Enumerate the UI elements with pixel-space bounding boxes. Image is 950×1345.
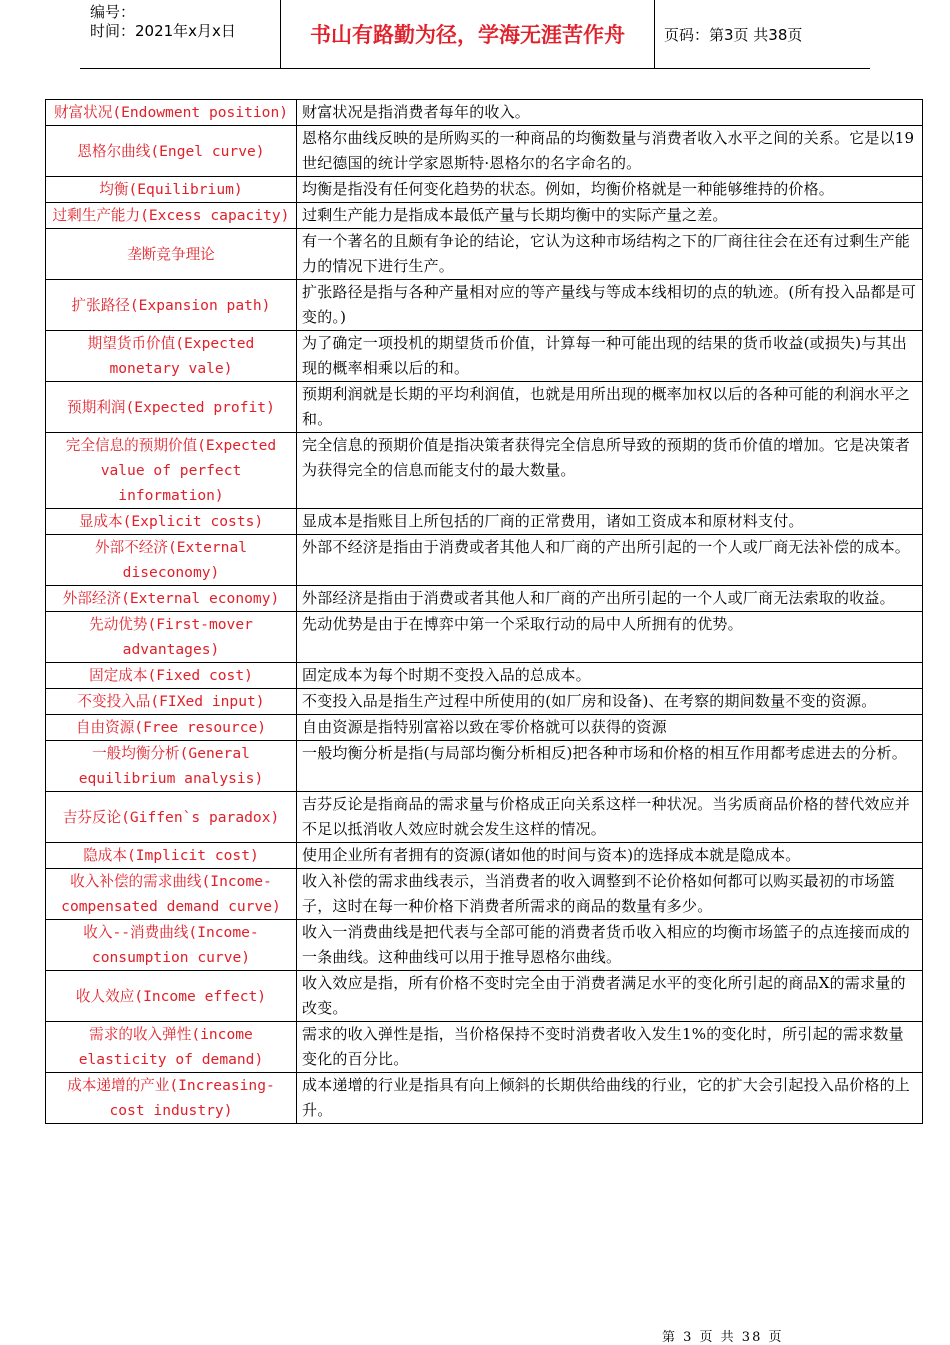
definition-cell: 自由资源是指特别富裕以致在零价格就可以获得的资源 (297, 715, 923, 741)
table-row (46, 689, 923, 715)
definition-cell: 收入一消费曲线是把代表与全部可能的消费者货币收入相应的均衡市场篮子的点连接而成的一条曲线。这种曲线可以用于推导恩格尔曲线。 (297, 920, 923, 971)
definition-cell: 需求的收入弹性是指，当价格保持不变时消费者收入发生1%的变化时，所引起的需求数量变化的百分比。 (297, 1022, 923, 1073)
term-cell: 外部经济(External economy) (46, 586, 297, 612)
definition-cell: 不变投入品是指生产过程中所使用的(如厂房和设备)、在考察的期间数量不变的资源。 (297, 689, 923, 715)
definition-cell: 扩张路径是指与各种产量相对应的等产量线与等成本线相切的点的轨迹。(所有投入品都是可变的。) (297, 280, 923, 331)
table-row (46, 1073, 923, 1124)
term-cell: 过剩生产能力(Excess capacity) (46, 203, 297, 229)
table-row (46, 612, 923, 663)
term-cell: 吉芬反论(Giffen`s paradox) (46, 792, 297, 843)
definition-cell: 过剩生产能力是指成本最低产量与长期均衡中的实际产量之差。 (297, 203, 923, 229)
table-row (46, 663, 923, 689)
table-row (46, 433, 923, 509)
definition-cell: 财富状况是指消费者每年的收入。 (297, 100, 923, 126)
glossary-table (45, 99, 923, 1124)
table-row (46, 331, 923, 382)
table-row (46, 382, 923, 433)
term-cell: 自由资源(Free resource) (46, 715, 297, 741)
term-cell: 恩格尔曲线(Engel curve) (46, 126, 297, 177)
definition-cell: 有一个著名的且颇有争论的结论，它认为这种市场结构之下的厂商往往会在还有过剩生产能力的情况下进行生产。 (297, 229, 923, 280)
definition-cell: 预期利润就是长期的平均利润值，也就是用所出现的概率加权以后的各种可能的利润水平之和。 (297, 382, 923, 433)
table-row (46, 920, 923, 971)
definition-cell: 为了确定一项投机的期望货币价值，计算每一种可能出现的结果的货币收益(或损失)与其出现的概率相乘以后的和。 (297, 331, 923, 382)
definition-cell: 外部经济是指由于消费或者其他人和厂商的产出所引起的一个人或厂商无法索取的收益。 (297, 586, 923, 612)
table-row (46, 741, 923, 792)
table-row (46, 869, 923, 920)
definition-cell: 一般均衡分析是指(与局部均衡分析相反)把各种市场和价格的相互作用都考虑进去的分析。 (297, 741, 923, 792)
term-cell: 一般均衡分析(General equilibrium analysis) (46, 741, 297, 792)
header-divider (654, 0, 655, 68)
definition-cell: 均衡是指没有任何变化趋势的状态。例如，均衡价格就是一种能够维持的价格。 (297, 177, 923, 203)
header-motto: 书山有路勤为径，学海无涯苦作舟 (310, 23, 625, 47)
definition-cell: 收入补偿的需求曲线表示，当消费者的收入调整到不论价格如何都可以购买最初的市场篮子，这时在每一种价格下消费者所需求的商品的数量有多少。 (297, 869, 923, 920)
definition-cell: 恩格尔曲线反映的是所购买的一种商品的均衡数量与消费者收入水平之间的关系。它是以19世纪德国的统计学家恩斯特·恩格尔的名字命名的。 (297, 126, 923, 177)
time-label: 时间：2021年x月x日 (90, 22, 236, 40)
table-row (46, 280, 923, 331)
number-label: 编号： (90, 3, 136, 21)
table-row (46, 203, 923, 229)
definition-cell: 吉芬反论是指商品的需求量与价格成正向关系这样一种状况。当劣质商品价格的替代效应并不足以抵消收人效应时就会发生这样的情况。 (297, 792, 923, 843)
table-row (46, 535, 923, 586)
table-row (46, 843, 923, 869)
term-cell: 不变投入品(FIXed input) (46, 689, 297, 715)
definition-cell: 先动优势是由于在博弈中第一个采取行动的局中人所拥有的优势。 (297, 612, 923, 663)
term-cell: 预期利润(Expected profit) (46, 382, 297, 433)
definition-cell: 固定成本为每个时期不变投入品的总成本。 (297, 663, 923, 689)
term-cell: 成本递增的产业(Increasing-cost industry) (46, 1073, 297, 1124)
definition-cell: 收入效应是指，所有价格不变时完全由于消费者满足水平的变化所引起的商品X的需求量的改变。 (297, 971, 923, 1022)
table-row (46, 1022, 923, 1073)
definition-cell: 显成本是指账目上所包括的厂商的正常费用，诸如工资成本和原材料支付。 (297, 509, 923, 535)
term-cell: 先动优势(First-mover advantages) (46, 612, 297, 663)
term-cell: 垄断竞争理论 (46, 229, 297, 280)
term-cell: 需求的收入弹性(income elasticity of demand) (46, 1022, 297, 1073)
term-cell: 收人效应(Income effect) (46, 971, 297, 1022)
definition-cell: 成本递增的行业是指具有向上倾斜的长期供给曲线的行业，它的扩大会引起投入品价格的上升。 (297, 1073, 923, 1124)
table-row (46, 177, 923, 203)
table-row (46, 229, 923, 280)
table-row (46, 586, 923, 612)
page-header (80, 0, 870, 69)
term-cell: 收入补偿的需求曲线(Income-compensated demand curve) (46, 869, 297, 920)
term-cell: 显成本(Explicit costs) (46, 509, 297, 535)
definition-cell: 外部不经济是指由于消费或者其他人和厂商的产出所引起的一个人或厂商无法补偿的成本。 (297, 535, 923, 586)
table-row (46, 715, 923, 741)
term-cell: 外部不经济(External diseconomy) (46, 535, 297, 586)
definition-cell: 使用企业所有者拥有的资源(诸如他的时间与资本)的选择成本就是隐成本。 (297, 843, 923, 869)
table-row (46, 509, 923, 535)
term-cell: 期望货币价值(Expected monetary vale) (46, 331, 297, 382)
term-cell: 均衡(Equilibrium) (46, 177, 297, 203)
header-page-label: 页码：第3页 共38页 (664, 25, 803, 44)
term-cell: 扩张路径(Expansion path) (46, 280, 297, 331)
table-row (46, 126, 923, 177)
table-row (46, 100, 923, 126)
table-row (46, 792, 923, 843)
term-cell: 收入--消费曲线(Income-consumption curve) (46, 920, 297, 971)
term-cell: 隐成本(Implicit cost) (46, 843, 297, 869)
definition-cell: 完全信息的预期价值是指决策者获得完全信息所导致的预期的货币价值的增加。它是决策者为获得完全的信息而能支付的最大数量。 (297, 433, 923, 509)
term-cell: 财富状况(Endowment position) (46, 100, 297, 126)
term-cell: 完全信息的预期价值(Expected value of perfect information) (46, 433, 297, 509)
header-meta (90, 3, 280, 41)
page-footer: 第 3 页 共 38 页 (662, 1330, 784, 1345)
table-row (46, 971, 923, 1022)
term-cell: 固定成本(Fixed cost) (46, 663, 297, 689)
